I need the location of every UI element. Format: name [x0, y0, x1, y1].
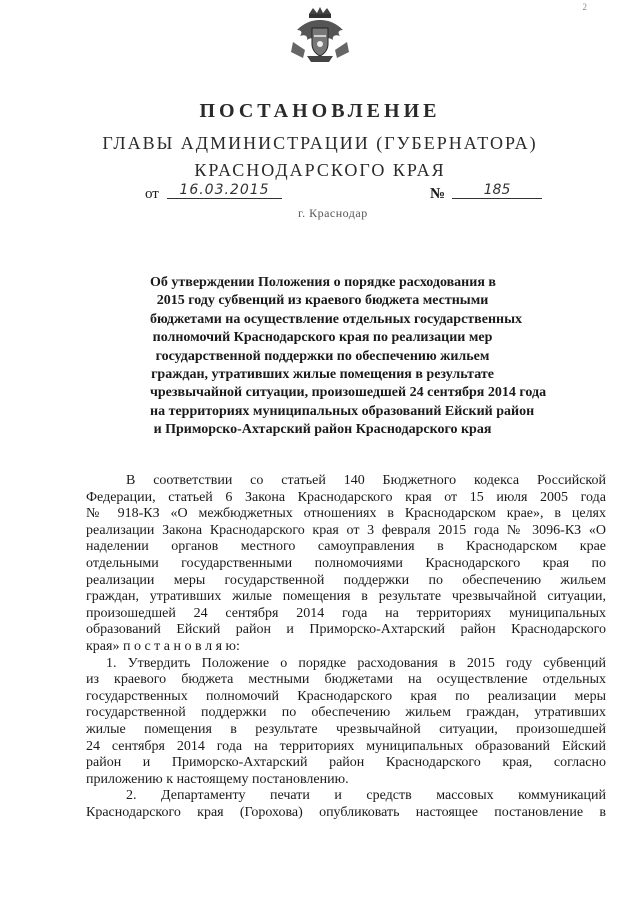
body-line: наделении органов местного самоуправления в Краснодарском крае: [86, 539, 606, 555]
title-line: граждан, утративших жилые помещения в результате: [151, 367, 494, 383]
body-line: 1. Утвердить Положение о порядке расходования в 2015 году субвенций: [106, 655, 606, 671]
region-heading: КРАСНОДАРСКОГО КРАЯ: [194, 160, 446, 180]
date-prefix: от: [145, 186, 159, 202]
body-line: образований Ейский район и Приморско-Ахтарский район Краснодарского: [86, 622, 606, 638]
issuer-heading: ГЛАВЫ АДМИНИСТРАЦИИ (ГУБЕРНАТОРА): [102, 133, 538, 153]
coat-of-arms-emblem: [285, 6, 355, 68]
title-line: на территориях муниципальных образований Ейский район: [150, 403, 535, 419]
body-line: Краснодарского края (Горохова) опубликовать настоящее постановление в: [86, 804, 606, 820]
body-line: государственных полномочий Краснодарского края по реализации меры: [86, 688, 606, 704]
body-line: 24 сентября 2014 года на территориях муниципальных образований Ейский: [86, 738, 606, 754]
body-line: отдельными государственными полномочиями Краснодарского края по: [86, 555, 606, 571]
title-line: бюджетами на осуществление отдельных государственных: [150, 311, 523, 327]
body-line: приложению к настоящему постановлению.: [86, 771, 349, 787]
body-line: реализации Закона Краснодарского края от 3 февраля 2015 года № 3096-КЗ «О: [86, 522, 606, 538]
number-prefix: №: [430, 186, 446, 202]
city-label: г. Краснодар: [298, 206, 368, 220]
title-line: и Приморско-Ахтарский район Краснодарского края: [153, 422, 492, 438]
body-line: район и Приморско-Ахтарский район Краснодарского края, согласно: [86, 755, 606, 771]
page-number: 2: [582, 2, 588, 12]
document-date: 16.03.2015: [167, 182, 282, 199]
body-line: из краевого бюджета местными бюджетами на осуществление отдельных: [86, 672, 606, 688]
body-line: граждан, утративших жилые помещения в результате чрезвычайной ситуации,: [86, 589, 606, 605]
document-type-heading: ПОСТАНОВЛЕНИЕ: [199, 100, 441, 122]
document-body: [86, 473, 606, 821]
body-line: произошедшей 24 сентября 2014 года на территориях муниципальных: [86, 605, 606, 621]
body-line: жилые помещения в результате чрезвычайной ситуации, произошедшей: [86, 721, 606, 737]
title-line: 2015 году субвенций из краевого бюджета местными: [156, 293, 489, 309]
body-line: № 918-КЗ «О межбюджетных отношениях в Краснодарском крае», в целях: [86, 506, 606, 522]
body-line: государственной поддержки по обеспечению жильем граждан, утративших: [86, 705, 606, 721]
body-line: Федерации, статьей 6 Закона Краснодарского края от 15 июля 2005 года: [86, 489, 606, 505]
title-line: полномочий Краснодарского края по реализации мер: [152, 330, 493, 346]
date-number-row: [145, 184, 545, 208]
title-line: Об утверждении Положения о порядке расходования в: [150, 275, 496, 290]
body-line: В соответствии со статьей 140 Бюджетного кодекса Российской: [126, 473, 606, 488]
document-number: 185: [452, 182, 542, 199]
body-line: реализации меры государственной поддержки по обеспечению жильем: [86, 572, 606, 588]
document-title: [150, 274, 547, 440]
title-line: чрезвычайной ситуации, произошедшей 24 сентября 2014 года: [150, 385, 547, 401]
body-line: 2. Департаменту печати и средств массовых коммуникаций: [126, 788, 606, 804]
body-line: края» п о с т а н о в л я ю:: [86, 638, 240, 654]
title-line: государственной поддержки по обеспечению жильем: [155, 348, 490, 364]
